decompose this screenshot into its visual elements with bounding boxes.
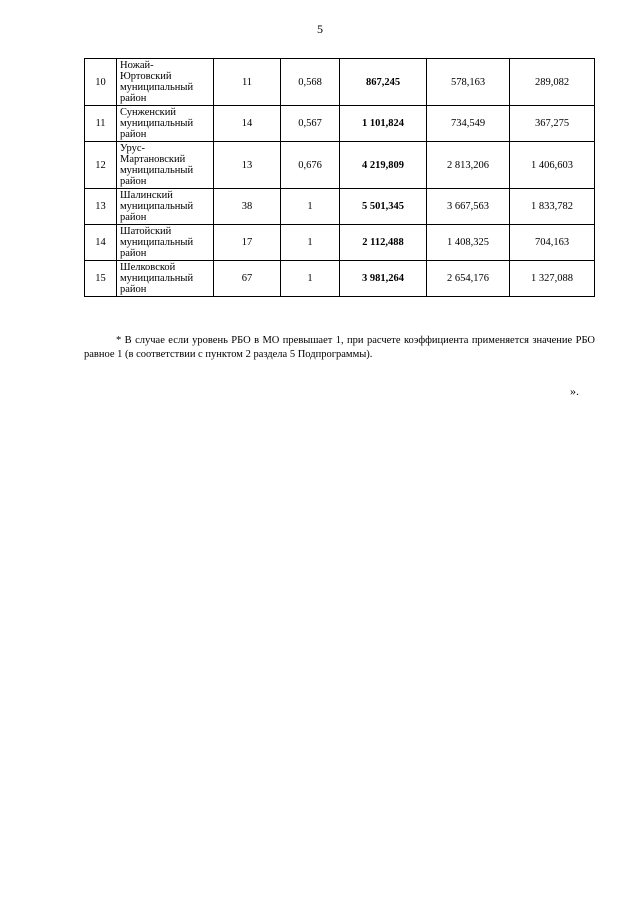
cell-col-e: 1 833,782 bbox=[510, 189, 595, 225]
district-name-line: Шатойский bbox=[120, 226, 172, 237]
cell-col-b: 0,568 bbox=[281, 59, 340, 106]
row-number: 11 bbox=[85, 106, 117, 142]
municipal-table bbox=[84, 58, 595, 297]
district-name-line: район bbox=[120, 284, 147, 295]
cell-col-c: 2 112,488 bbox=[340, 225, 427, 261]
cell-col-d: 2 813,206 bbox=[427, 142, 510, 189]
cell-col-a: 11 bbox=[214, 59, 281, 106]
cell-col-a: 13 bbox=[214, 142, 281, 189]
table-row bbox=[85, 59, 595, 106]
district-name-line: район bbox=[120, 176, 147, 187]
cell-col-c: 3 981,264 bbox=[340, 261, 427, 297]
district-name-line: Шалинский bbox=[120, 190, 173, 201]
district-name-line: Мартановский bbox=[120, 154, 186, 165]
cell-col-b: 1 bbox=[281, 261, 340, 297]
closing-quote: ». bbox=[570, 384, 579, 398]
district-name-line: Сунженский bbox=[120, 107, 177, 118]
table-row bbox=[85, 189, 595, 225]
district-name-line: муниципальный bbox=[120, 82, 194, 93]
footnote: * В случае если уровень РБО в МО превышает 1, при расчете коэффициента применяется значение РБО равное 1 (в соответствии с пунктом 2 раздела 5 Подпрограммы). bbox=[84, 335, 595, 360]
cell-col-e: 704,163 bbox=[510, 225, 595, 261]
district-name bbox=[117, 261, 214, 297]
row-number: 15 bbox=[85, 261, 117, 297]
district-name-line: Юртовский bbox=[120, 71, 172, 82]
district-name-line: Ножай- bbox=[120, 60, 154, 71]
row-number: 13 bbox=[85, 189, 117, 225]
district-name-line: район bbox=[120, 248, 147, 259]
cell-col-b: 0,567 bbox=[281, 106, 340, 142]
cell-col-a: 38 bbox=[214, 189, 281, 225]
district-name-line: муниципальный bbox=[120, 118, 194, 129]
cell-col-a: 67 bbox=[214, 261, 281, 297]
cell-col-a: 17 bbox=[214, 225, 281, 261]
cell-col-c: 5 501,345 bbox=[340, 189, 427, 225]
row-number: 10 bbox=[85, 59, 117, 106]
table-row bbox=[85, 225, 595, 261]
district-name-line: Урус- bbox=[120, 143, 146, 154]
district-name-line: район bbox=[120, 212, 147, 223]
cell-col-c: 1 101,824 bbox=[340, 106, 427, 142]
table-row bbox=[85, 142, 595, 189]
district-name-line: район bbox=[120, 129, 147, 140]
district-name bbox=[117, 225, 214, 261]
district-name-line: муниципальный bbox=[120, 273, 194, 284]
district-name-line: муниципальный bbox=[120, 201, 194, 212]
cell-col-e: 367,275 bbox=[510, 106, 595, 142]
district-name bbox=[117, 189, 214, 225]
district-name bbox=[117, 142, 214, 189]
page-number: 5 bbox=[317, 22, 323, 36]
district-name-line: район bbox=[120, 93, 147, 104]
cell-col-b: 1 bbox=[281, 225, 340, 261]
cell-col-d: 3 667,563 bbox=[427, 189, 510, 225]
cell-col-c: 4 219,809 bbox=[340, 142, 427, 189]
cell-col-d: 578,163 bbox=[427, 59, 510, 106]
district-name bbox=[117, 106, 214, 142]
row-number: 14 bbox=[85, 225, 117, 261]
cell-col-c: 867,245 bbox=[340, 59, 427, 106]
table-row bbox=[85, 261, 595, 297]
district-name-line: муниципальный bbox=[120, 165, 194, 176]
cell-col-e: 289,082 bbox=[510, 59, 595, 106]
cell-col-b: 0,676 bbox=[281, 142, 340, 189]
cell-col-d: 1 408,325 bbox=[427, 225, 510, 261]
cell-col-a: 14 bbox=[214, 106, 281, 142]
cell-col-e: 1 406,603 bbox=[510, 142, 595, 189]
cell-col-b: 1 bbox=[281, 189, 340, 225]
cell-col-d: 2 654,176 bbox=[427, 261, 510, 297]
cell-col-e: 1 327,088 bbox=[510, 261, 595, 297]
table-body bbox=[85, 59, 595, 297]
row-number: 12 bbox=[85, 142, 117, 189]
cell-col-d: 734,549 bbox=[427, 106, 510, 142]
district-name-line: муниципальный bbox=[120, 237, 194, 248]
district-name-line: Шелковской bbox=[120, 262, 176, 273]
table-row bbox=[85, 106, 595, 142]
district-name bbox=[117, 59, 214, 106]
